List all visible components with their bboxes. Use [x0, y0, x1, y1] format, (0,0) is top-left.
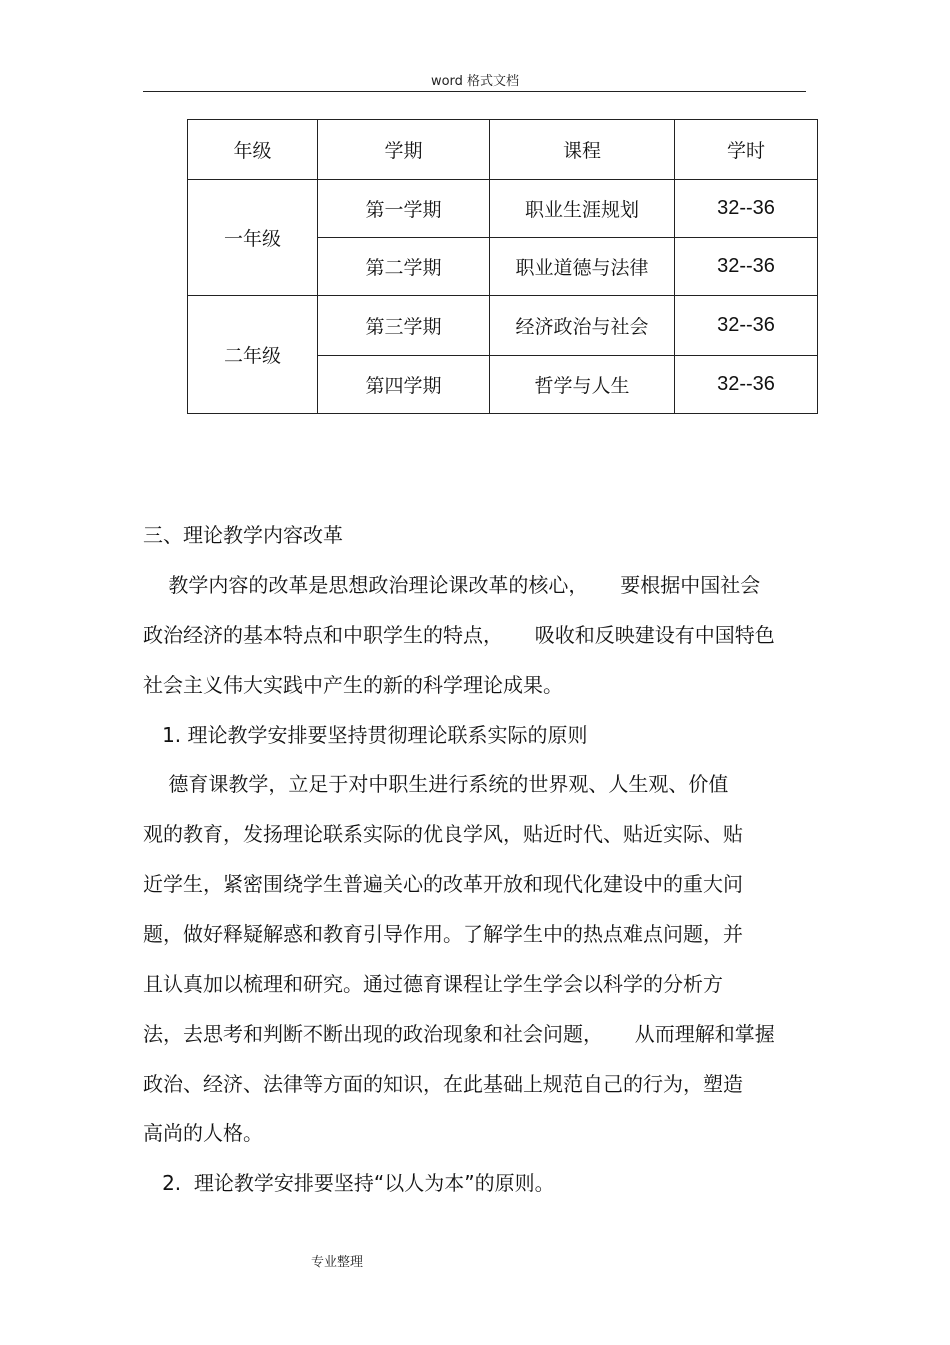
paragraph-line: 近学生，紧密围绕学生普遍关心的改革开放和现代化建设中的重大问 — [143, 872, 743, 896]
header-hours: 学时 — [675, 120, 818, 180]
paragraph-line: 政治、经济、法律等方面的知识，在此基础上规范自己的行为，塑造 — [143, 1072, 743, 1096]
course-table — [187, 119, 818, 414]
paragraph-line: 观的教育，发扬理论联系实际的优良学风，贴近时代、贴近实际、贴 — [143, 822, 743, 846]
term-cell: 第二学期 — [318, 238, 490, 296]
paragraph-line: 德育课教学，立足于对中职生进行系统的世界观、人生观、价值 — [143, 772, 729, 796]
subheading-2: 2. 理论教学安排要坚持“以人为本”的原则。 — [143, 1171, 555, 1195]
header-term: 学期 — [318, 120, 490, 180]
header-grade: 年级 — [188, 120, 318, 180]
header-rule — [143, 91, 806, 92]
paragraph-line: 题，做好释疑解惑和教育引导作用。了解学生中的热点难点问题，并 — [143, 922, 743, 946]
subheading-1: 1. 理论教学安排要坚持贯彻理论联系实际的原则 — [143, 723, 588, 747]
table-row — [188, 296, 818, 356]
paragraph-line: 政治经济的基本特点和中职学生的特点， 吸收和反映建设有中国特色 — [143, 623, 775, 647]
grade-cell: 二年级 — [188, 296, 318, 414]
course-cell: 职业道德与法律 — [490, 238, 675, 296]
hours-cell: 32--36 — [675, 238, 818, 296]
hours-cell: 32--36 — [675, 180, 818, 238]
header-course: 课程 — [490, 120, 675, 180]
hours-cell: 32--36 — [675, 296, 818, 356]
term-cell: 第一学期 — [318, 180, 490, 238]
paragraph-line: 法，去思考和判断不断出现的政治现象和社会问题， 从而理解和掌握 — [143, 1022, 775, 1046]
paragraph-line: 社会主义伟大实践中产生的新的科学理论成果。 — [143, 673, 563, 697]
table-header-row — [188, 120, 818, 180]
hours-cell: 32--36 — [675, 356, 818, 414]
grade-cell: 一年级 — [188, 180, 318, 296]
page-footer: 专业整理 — [311, 1255, 364, 1270]
paragraph-line: 且认真加以梳理和研究。通过德育课程让学生学会以科学的分析方 — [143, 972, 723, 996]
term-cell: 第三学期 — [318, 296, 490, 356]
table-row — [188, 180, 818, 238]
course-cell: 哲学与人生 — [490, 356, 675, 414]
course-cell: 经济政治与社会 — [490, 296, 675, 356]
page-header: word 格式文档 — [430, 74, 520, 89]
course-cell: 职业生涯规划 — [490, 180, 675, 238]
term-cell: 第四学期 — [318, 356, 490, 414]
section-heading: 三、理论教学内容改革 — [143, 523, 343, 547]
paragraph-line: 高尚的人格。 — [143, 1121, 263, 1145]
paragraph-line: 教学内容的改革是思想政治理论课改革的核心， 要根据中国社会 — [143, 573, 761, 597]
